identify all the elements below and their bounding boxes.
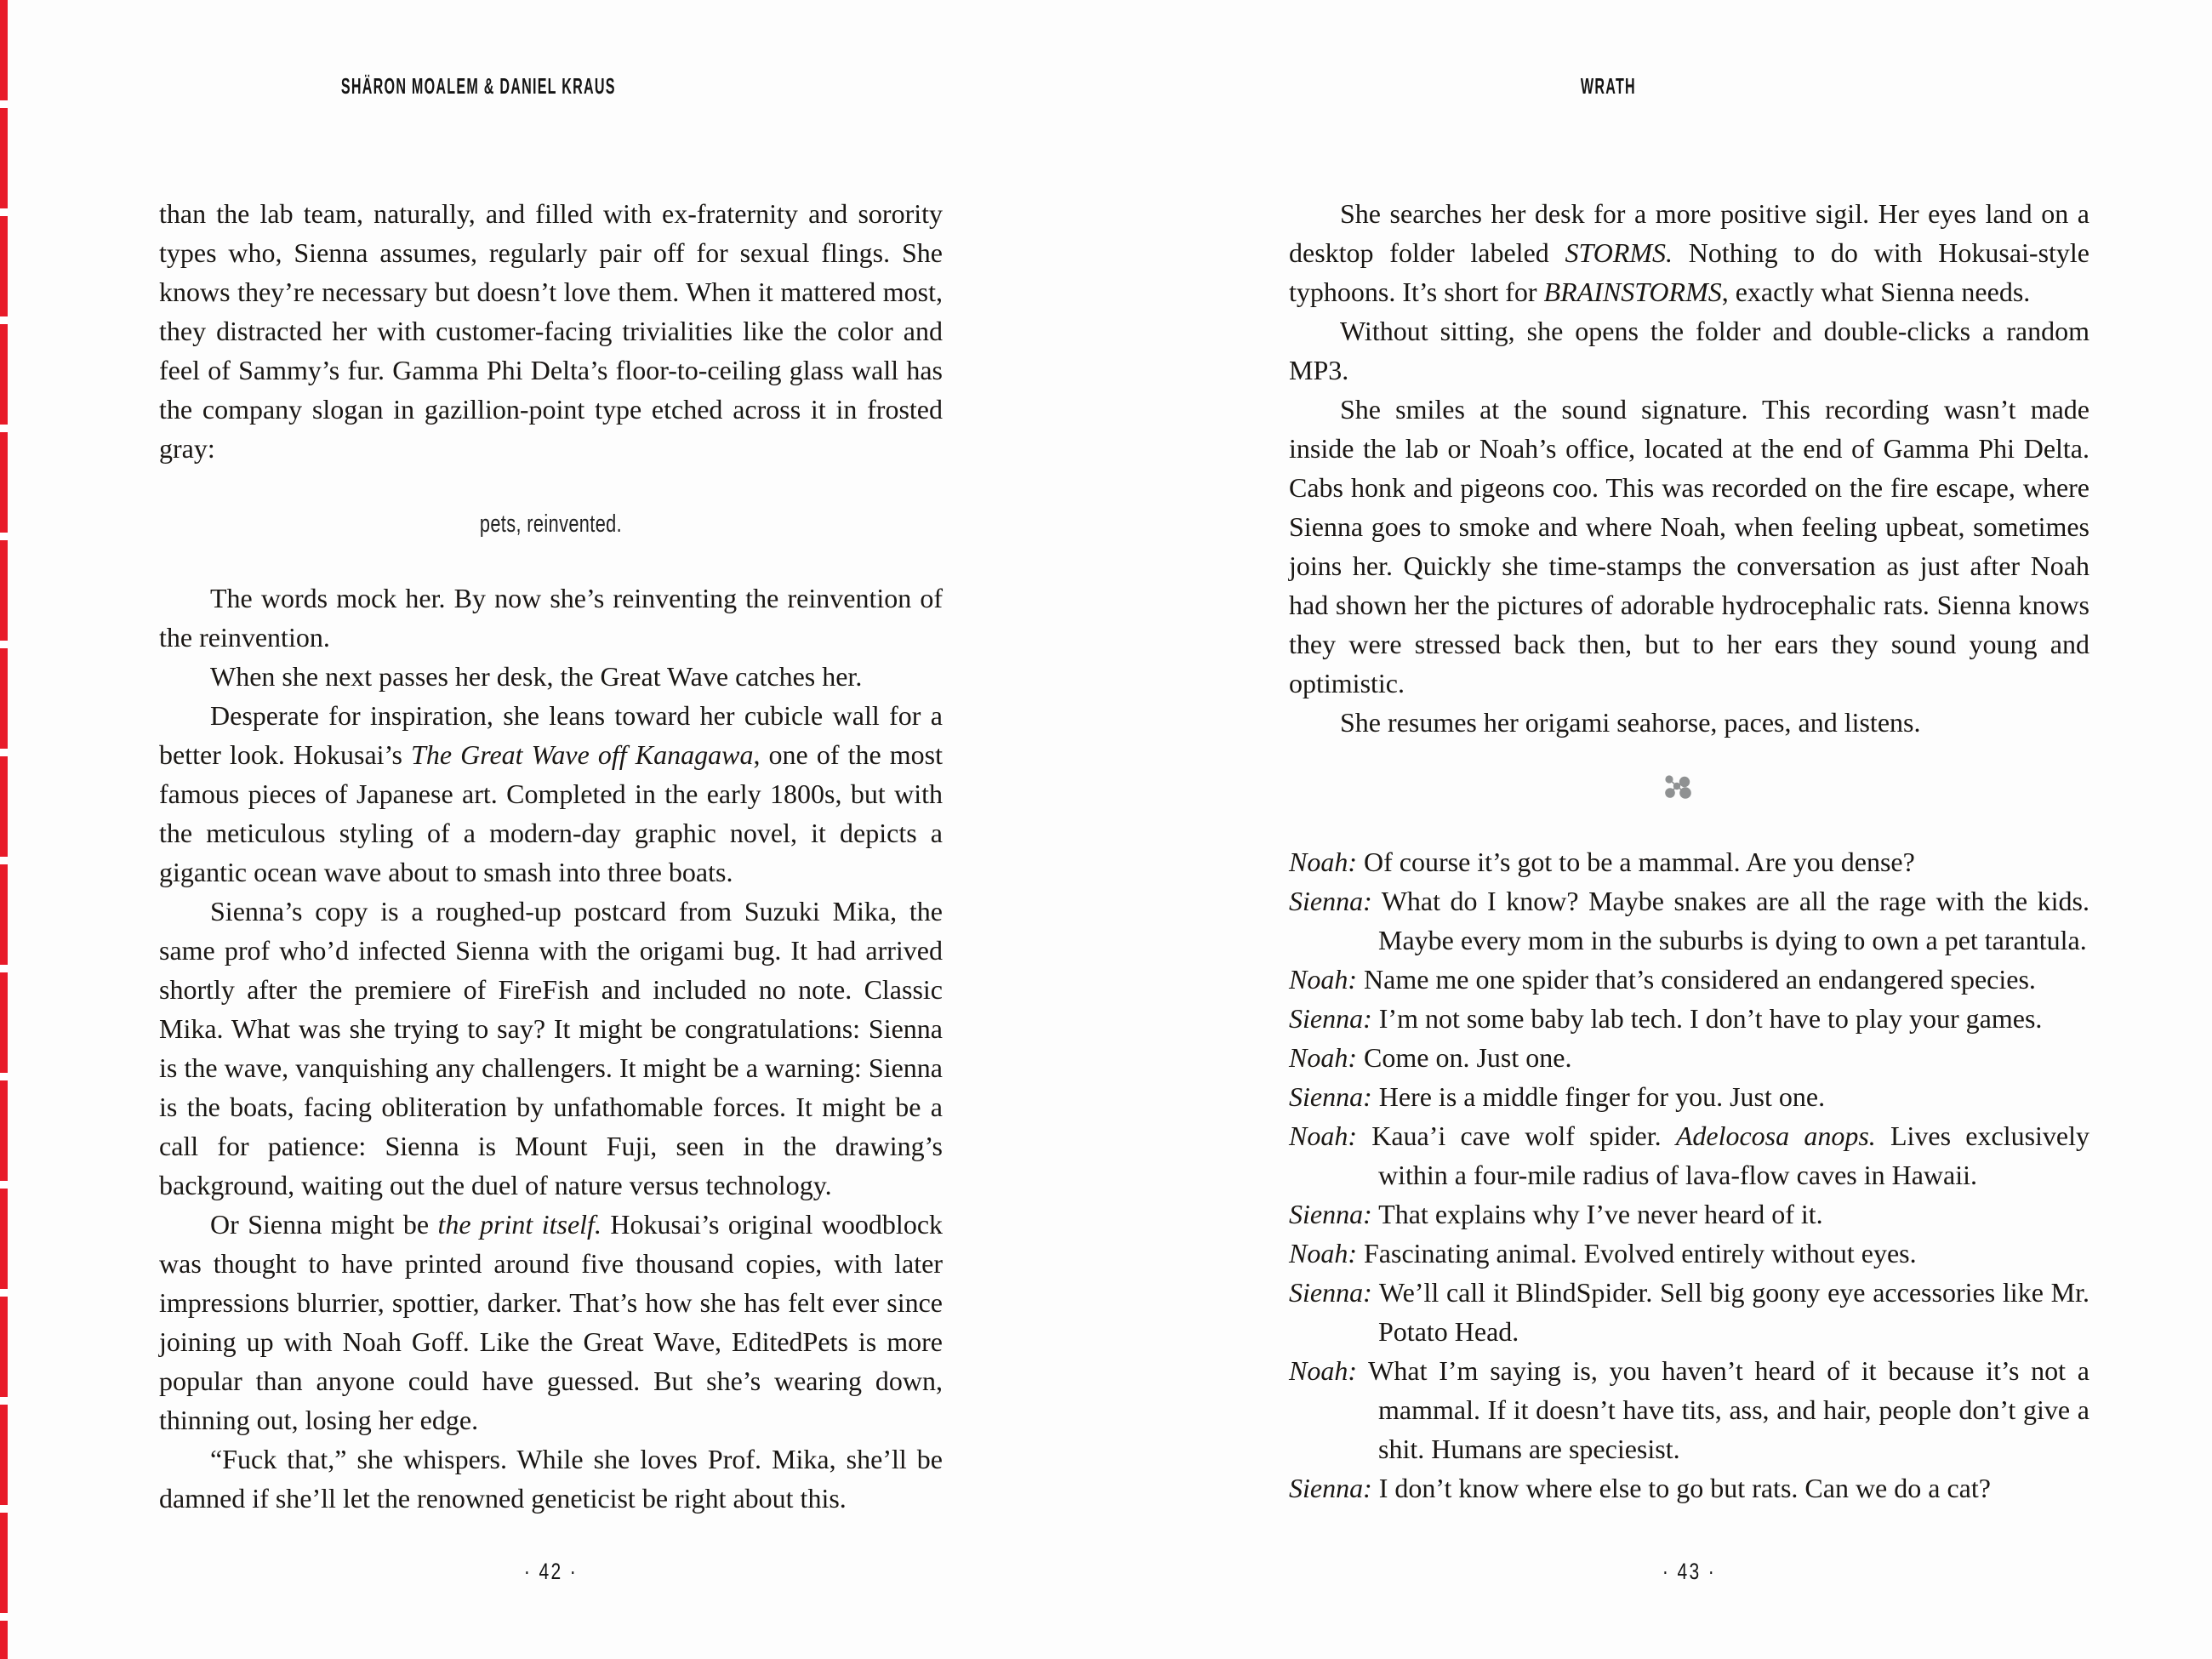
- paragraph: Sienna’s copy is a roughed-up postcard from Suzuki Mika, the same prof who’d infected Sienna with the origami bug. It had arrived shortly after the premiere of FireFish and included no note. Classic Mika. What was she trying to say? It might be congratulations: Sienna is the wave, vanquishing any challengers. It might be a warning: Sienna is the boats, facing obliteration by unfathomable forces. It might be a call for patience: Sienna is Mount Fuji, seen in the drawing’s background, waiting out the duel of nature versus technology.: [159, 896, 943, 1200]
- dialogue-line: Sienna: We’ll call it BlindSpider. Sell big goony eye accessories like Mr. Potato Head.: [1289, 1277, 2089, 1347]
- dialogue-line: Noah: What I’m saying is, you haven’t heard of it because it’s not a mammal. If it doesn’t have tits, ass, and hair, people don’t give a shit. Humans are speciesist.: [1289, 1355, 2089, 1464]
- section-break: [1289, 764, 2089, 803]
- dialogue-line: Noah: Of course it’s got to be a mammal. Are you dense?: [1289, 847, 1915, 877]
- page-number-left: [159, 1559, 943, 1585]
- right-page-dialogue: [1289, 842, 2089, 1508]
- dialogue-line: Sienna: I’m not some baby lab tech. I don’t have to play your games.: [1289, 1003, 2043, 1034]
- paragraph: Or Sienna might be the print itself. Hokusai’s original woodblock was thought to have printed around five thousand copies, with later impressions blurrier, spottier, darker. That’s how she has felt ever since joining up with Noah Goff. Like the Great Wave, EditedPets is more popular than anyone could have guessed. But she’s wearing down, thinning out, losing her edge.: [159, 1209, 944, 1435]
- paragraph: The words mock her. By now she’s reinventing the reinvention of the reinvention.: [159, 583, 943, 653]
- red-edge-strip: [0, 0, 8, 1659]
- paragraph: than the lab team, naturally, and filled with ex-fraternity and sorority types who, Sienna assumes, regularly pair off for sexual flings. She knows they’re necessary but doesn’t love them. When it mattered most, they distracted her with customer-facing trivialities like the color and feel of Sammy’s fur. Gamma Phi Delta’s floor-to-ceiling glass wall has the company slogan in gazillion-point type etched across it in frosted gray:: [159, 198, 943, 464]
- dialogue-line: Sienna: That explains why I’ve never heard of it.: [1289, 1199, 1823, 1229]
- molecule-ornament-icon: [1662, 773, 1692, 801]
- paragraph: Without sitting, she opens the folder and double-clicks a random MP3.: [1289, 316, 2089, 385]
- paragraph: “Fuck that,” she whispers. While she loves Prof. Mika, she’ll be damned if she’ll let the renowned geneticist be right about this.: [159, 1444, 943, 1514]
- right-page-prose: [1289, 194, 2089, 742]
- paragraph: She smiles at the sound signature. This recording wasn’t made inside the lab or Noah’s office, located at the end of Gamma Phi Delta. Cabs honk and pigeons coo. This was recorded on the fire escape, where Sienna goes to smoke and where Noah, when feeling upbeat, sometimes joins her. Quickly she time-stamps the conversation as just after Noah had shown her the pictures of adorable hydrocephalic rats. Sienna knows they were stressed back then, but to her ears they sound young and optimistic.: [1289, 394, 2089, 698]
- page-number-right-text: · 43 ·: [1662, 1559, 1717, 1584]
- dialogue-line: Noah: Come on. Just one.: [1289, 1042, 1572, 1073]
- dialogue-line: Sienna: What do I know? Maybe snakes are all the rage with the kids. Maybe every mom in the suburbs is dying to own a pet tarantula.: [1289, 886, 2089, 955]
- left-page-body: [159, 194, 943, 1518]
- paragraph: She resumes her origami seahorse, paces, and listens.: [1340, 707, 1921, 738]
- running-head-title: [1289, 73, 2089, 100]
- running-head-author-text: SHÄRON MOALEM & DANIEL KRAUS: [341, 73, 616, 99]
- page-number-left-text: · 42 ·: [523, 1559, 579, 1584]
- running-head-title-text: WRATH: [1580, 73, 1636, 99]
- dialogue-line: Sienna: Here is a middle finger for you. Just one.: [1289, 1081, 1826, 1112]
- right-page-body: [1289, 194, 2089, 1508]
- paragraph: When she next passes her desk, the Great Wave catches her.: [210, 661, 863, 692]
- company-slogan: pets, reinvented.: [479, 510, 623, 538]
- running-head-author: [159, 73, 943, 100]
- page-number-right: [1289, 1559, 2089, 1585]
- dialogue-line: Sienna: I don’t know where else to go but rats. Can we do a cat?: [1289, 1473, 1991, 1503]
- paragraph: Desperate for inspiration, she leans toward her cubicle wall for a better look. Hokusai’s The Great Wave off Kanagawa, one of the most famous pieces of Japanese art. Completed in the early 1800s, but with the meticulous styling of a modern-day graphic novel, it depicts a gigantic ocean wave about to smash into three boats.: [159, 700, 944, 887]
- paragraph: She searches her desk for a more positive sigil. Her eyes land on a desktop folder labeled STORMS. Nothing to do with Hokusai-style typhoons. It’s short for BRAINSTORMS, exactly what Sienna needs.: [1289, 198, 2090, 307]
- dialogue-line: Noah: Kaua’i cave wolf spider. Adelocosa anops. Lives exclusively within a four-mile radius of lava-flow caves in Hawaii.: [1289, 1120, 2090, 1190]
- dialogue-line: Noah: Name me one spider that’s considered an endangered species.: [1289, 964, 2036, 995]
- dialogue-line: Noah: Fascinating animal. Evolved entirely without eyes.: [1289, 1238, 1917, 1268]
